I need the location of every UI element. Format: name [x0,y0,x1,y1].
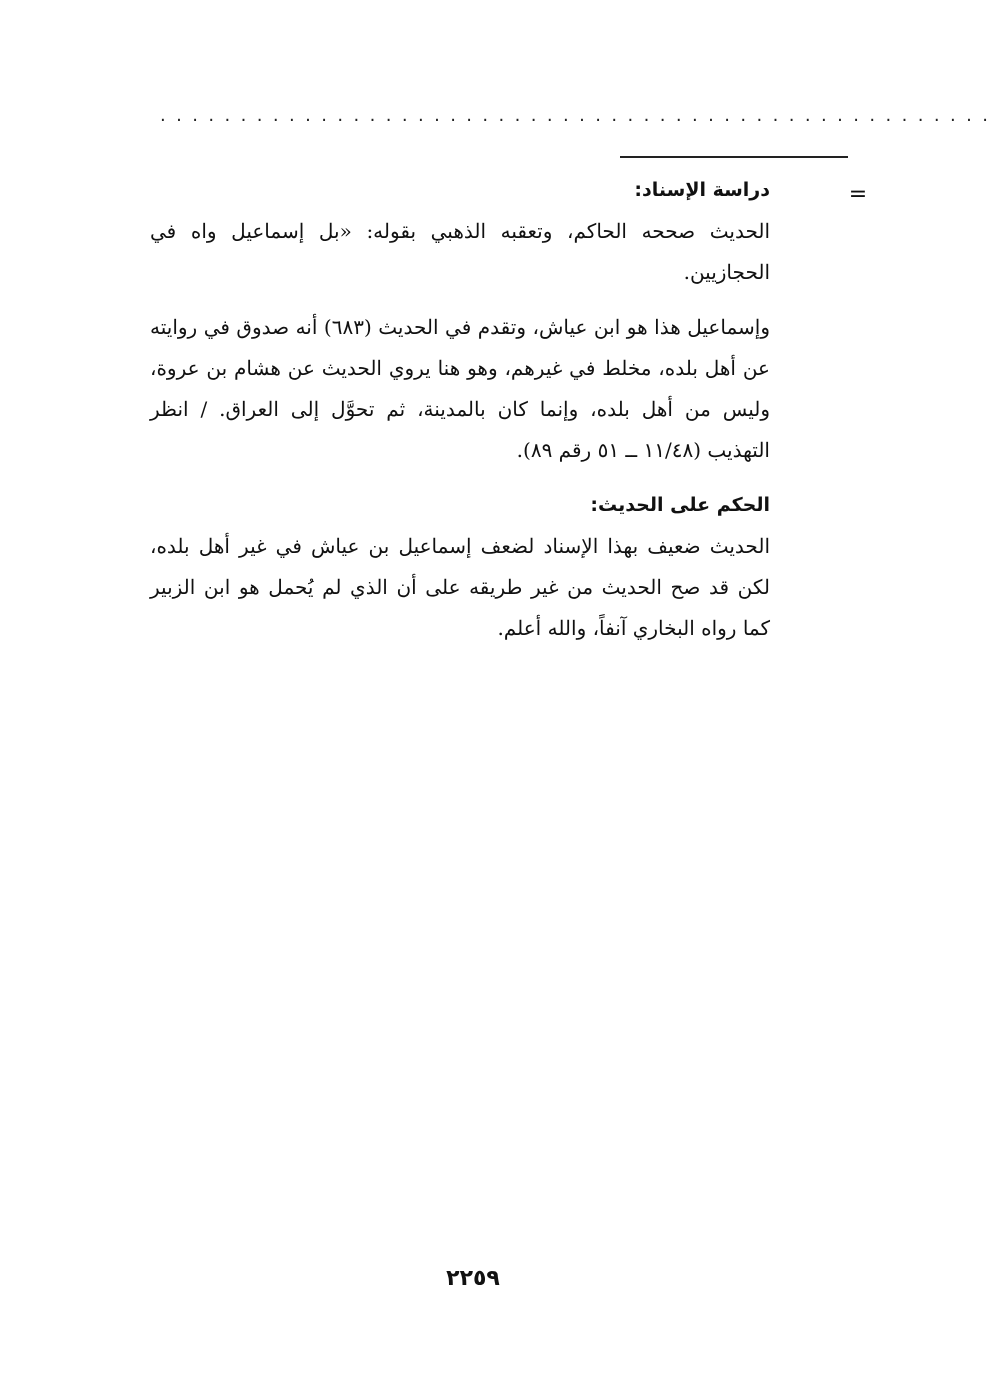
paragraph-ruling: الحديث ضعيف بهذا الإسناد لضعف إسماعيل بن عياش في غير أهل بلده، لكن قد صح الحديث من غير طريقه على أن الذي لم يُحمل هو ابن الزبير كما رواه البخاري آنفاً، والله أعلم. [150,534,770,640]
continuation-mark: = [848,182,868,207]
dotted-separator: .................................................... [160,105,998,126]
heading-hadith-ruling: الحكم على الحديث: [590,494,770,516]
paragraph-ismail-ibn-ayyash: وإسماعيل هذا هو ابن عياش، وتقدم في الحديث (٦٨٣) أنه صدوق في روايته عن أهل بلده، مخلط في غيرهم، وهو هنا يروي الحديث عن هشام بن عروة، وليس من أهل بلده، وإنما كان بالمدينة، ثم تحوَّل إلى العراق. / انظر التهذيب (١١/٤٨ ــ ٥١ رقم ٨٩). [150,315,770,462]
page-number: ٢٢٥٩ [446,1266,500,1291]
paragraph-hakim-dhahabi: الحديث صححه الحاكم، وتعقبه الذهبي بقوله: «بل إسماعيل واه في الحجازيين. [150,219,770,284]
heading-isnad-study: دراسة الإسناد: [634,179,770,201]
page-body [150,170,770,649]
footnote-rule [620,156,848,158]
